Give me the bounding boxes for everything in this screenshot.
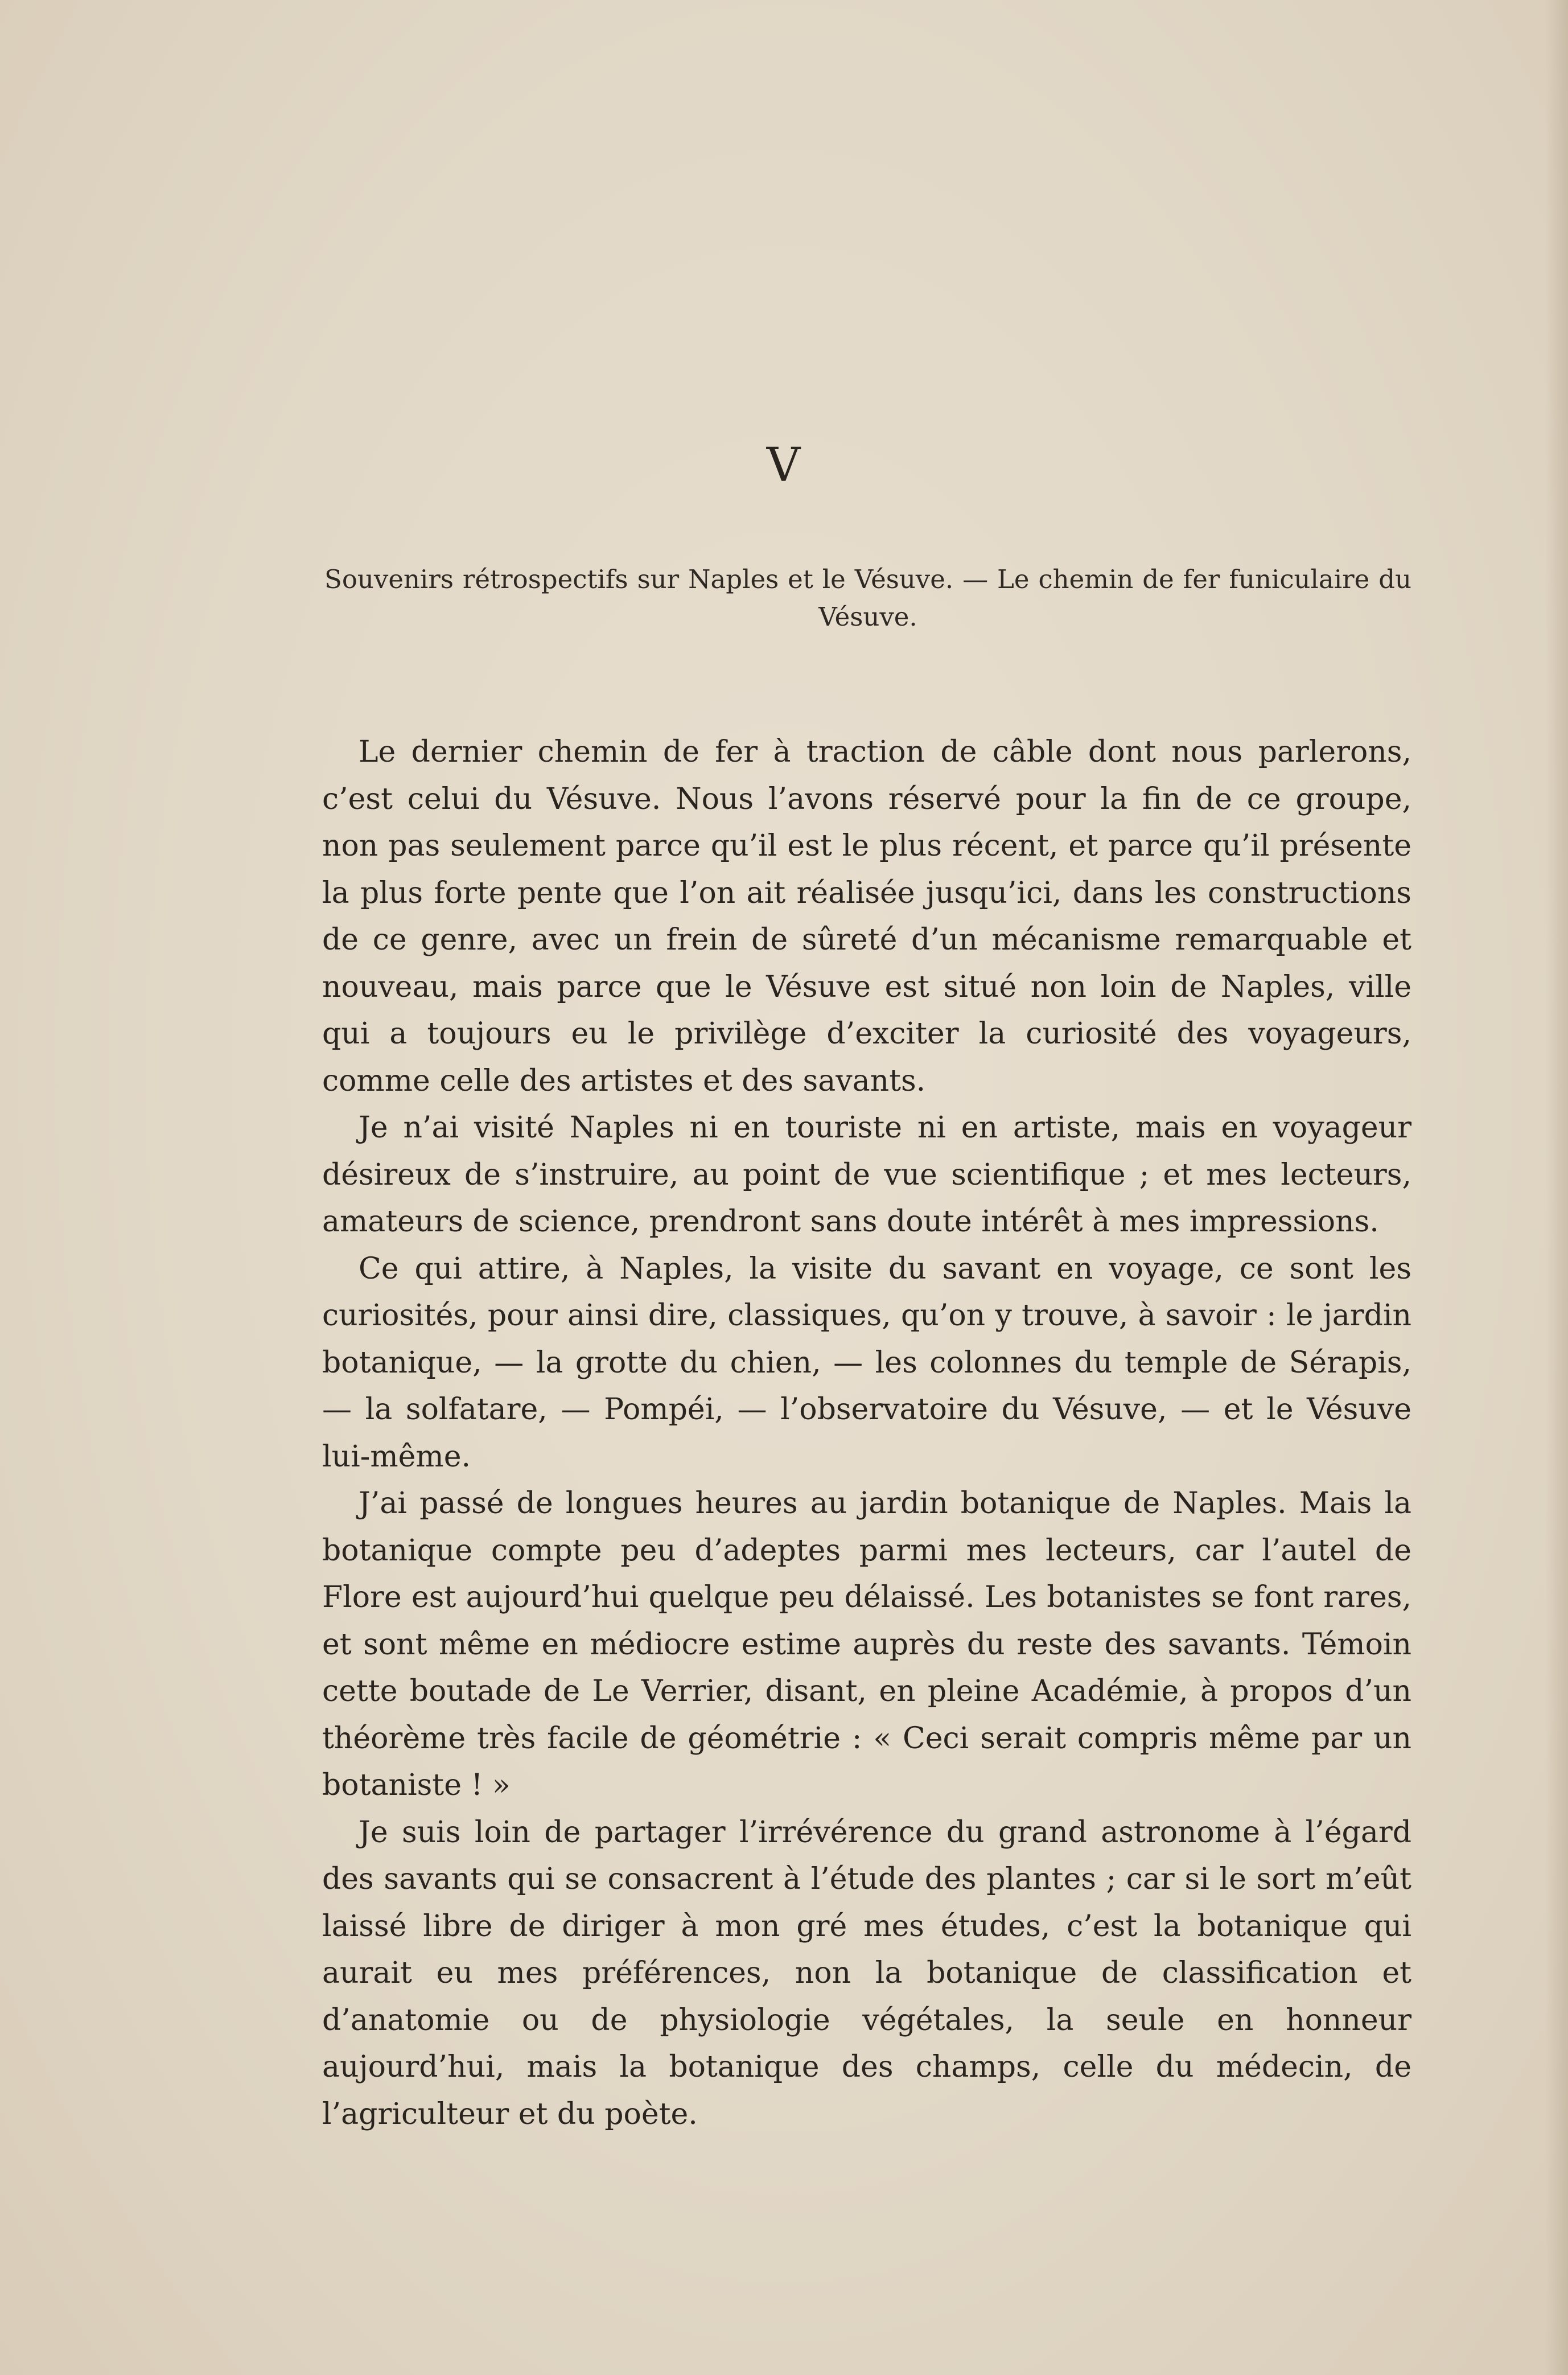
chapter-number: V <box>766 438 802 492</box>
chapter-body <box>322 729 1411 2138</box>
chapter-summary: Souvenirs rétrospectifs sur Naples et le Vésuve. — Le chemin de fer funiculaire du Vésuve. <box>324 564 1411 632</box>
paragraph: Le dernier chemin de fer à traction de câble dont nous parlerons, c’est celui du Vésuve. Nous l’avons réservé pour la fin de ce groupe, non pas seulement parce qu’il est le plus récent, et parce qu’il présente la plus forte pente que l’on ait réalisée jusqu’ici, dans les constructions de ce genre, avec un frein de sûreté d’un mécanisme remarquable et nouveau, mais parce que le Vésuve est situé non loin de Naples, ville qui a toujours eu le privilège d’exciter la curiosité des voyageurs, comme celle des artistes et des savants. <box>322 735 1411 1098</box>
paragraph: Ce qui attire, à Naples, la visite du savant en voyage, ce sont les curiosités, pour ainsi dire, classiques, qu’on y trouve, à savoir : le jardin botanique, — la grotte du chien, — les colonnes du temple de Sérapis, — la solfatare, — Pompéi, — l’observatoire du Vésuve, — et le Vésuve lui-même. <box>322 1251 1411 1474</box>
paragraph: Je suis loin de partager l’irrévérence du grand astronome à l’égard des savants qui se consacrent à l’étude des plantes ; car si le sort m’eût laissé libre de diriger à mon gré mes études, c’est la botanique qui aurait eu mes préférences, non la botanique de classification et d’anatomie ou de physiologie végétales, la seule en honneur aujourd’hui, mais la botanique des champs, celle du médecin, de l’agriculteur et du poète. <box>322 1815 1411 2131</box>
page-edge-shadow <box>1545 0 1568 2375</box>
paragraph: Je n’ai visité Naples ni en touriste ni en artiste, mais en voyageur désireux de s’instruire, au point de vue scientifique ; et mes lecteurs, amateurs de science, prendront sans doute intérêt à mes impressions. <box>322 1111 1411 1239</box>
paragraph: J’ai passé de longues heures au jardin botanique de Naples. Mais la botanique compte peu d’adeptes parmi mes lecteurs, car l’autel de Flore est aujourd’hui quelque peu délaissé. Les botanistes se font rares, et sont même en médiocre estime auprès du reste des savants. Témoin cette boutade de Le Verrier, disant, en pleine Académie, à propos d’un théorème très facile de géométrie : « Ceci serait compris même par un botaniste ! » <box>322 1486 1411 1802</box>
